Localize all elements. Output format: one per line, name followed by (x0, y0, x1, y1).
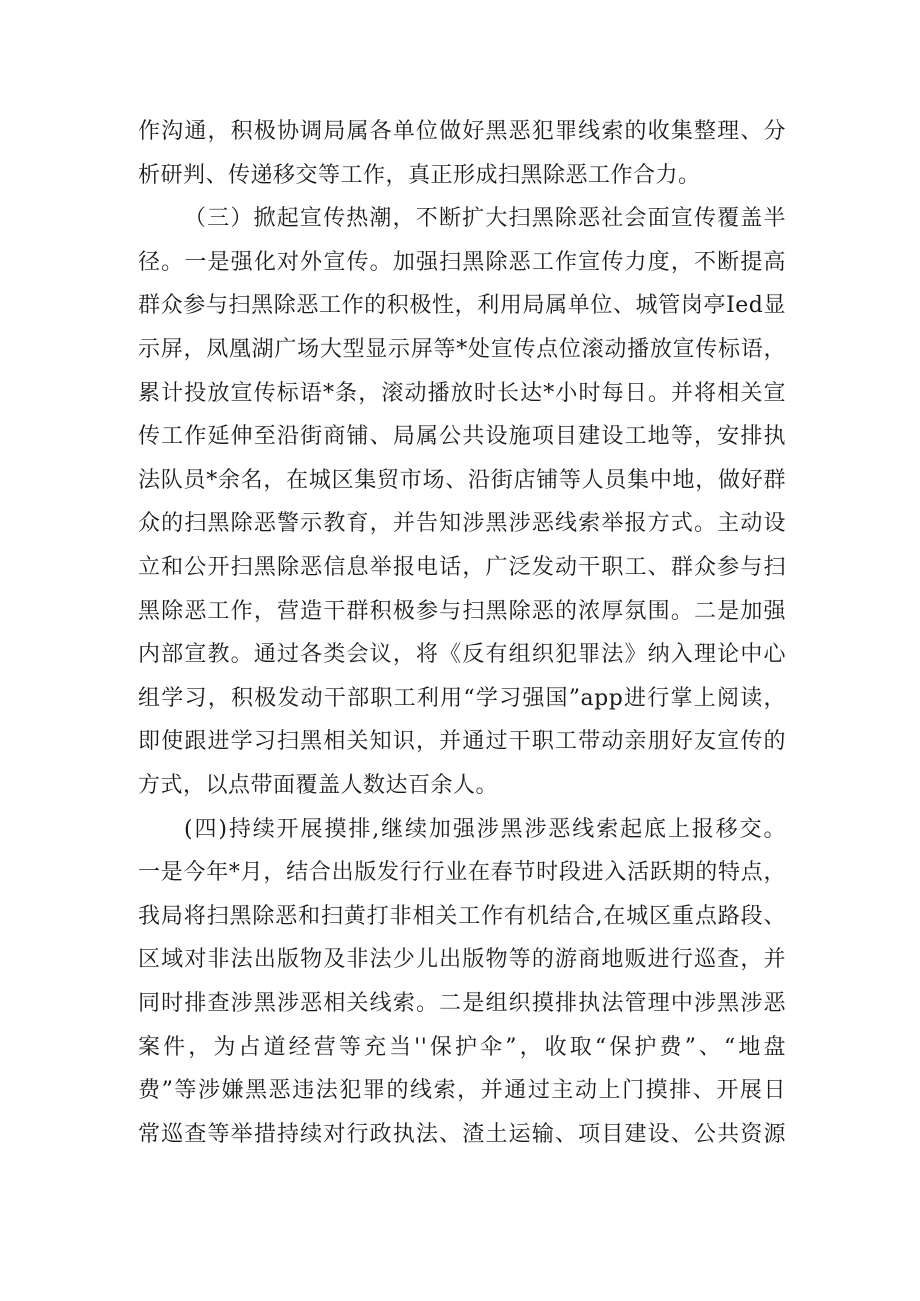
paragraph-line: 区域对非法出版物及非法少儿出版物等的游商地贩进行巡查，并 (138, 947, 786, 972)
paragraph-line: 示屏，凤凰湖广场大型显示屏等*处宣传点位滚动播放宣传标语， (138, 337, 786, 362)
paragraph-line: 内部宣教。通过各类会议，将《反有组织犯罪法》纳入理论中心 (138, 642, 786, 667)
paragraph-line: 组学习，积极发动干部职工利用“学习强国”app进行掌上阅读， (138, 686, 786, 711)
paragraph-line: 立和公开扫黑除恶信息举报电话，广泛发动干职工、群众参与扫 (138, 555, 786, 580)
section-heading-line: （三）掀起宣传热潮，不断扩大扫黑除恶社会面宣传覆盖半 (184, 206, 786, 231)
paragraph-line: 累计投放宣传标语*条，滚动播放时长达*小时每日。并将相关宣 (138, 381, 786, 406)
paragraph-line: 众的扫黑除恶警示教育，并告知涉黑涉恶线索举报方式。主动设 (138, 511, 786, 536)
paragraph-line: 同时排查涉黑涉恶相关线索。二是组织摸排执法管理中涉黑涉恶 (138, 991, 786, 1016)
paragraph-line: 传工作延伸至沿街商铺、局属公共设施项目建设工地等，安排执 (138, 424, 786, 449)
paragraph-line: 一是今年*月，结合出版发行行业在春节时段进入活跃期的特点， (138, 860, 786, 885)
paragraph-line: 费”等涉嫌黑恶违法犯罪的线索，并通过主动上门摸排、开展日 (138, 1078, 786, 1103)
paragraph-line: 方式，以点带面覆盖人数达百余人。 (138, 773, 499, 798)
paragraph-line: 群众参与扫黑除恶工作的积极性，利用局属单位、城管岗亭Ied显 (138, 293, 786, 318)
paragraph-line: 黑除恶工作，营造干群积极参与扫黑除恶的浓厚氛围。二是加强 (138, 599, 786, 624)
paragraph-line: 法队员*余名，在城区集贸市场、沿街店铺等人员集中地，做好群 (138, 468, 786, 493)
paragraph-line: 我局将扫黑除恶和扫黄打非相关工作有机结合,在城区重点路段、 (138, 904, 786, 929)
paragraph-line: 径。一是强化对外宣传。加强扫黑除恶工作宣传力度，不断提高 (138, 250, 786, 275)
paragraph-line: 案件，为占道经营等充当''保护伞”，收取“保护费”、“地盘 (138, 1035, 786, 1060)
paragraph-line: 即使跟进学习扫黑相关知识，并通过干职工带动亲朋好友宣传的 (138, 729, 786, 754)
section-heading-line: (四)持续开展摸排,继续加强涉黑涉恶线索起底上报移交。 (184, 817, 786, 842)
paragraph-line: 析研判、传递移交等工作，真正形成扫黑除恶工作合力。 (138, 163, 701, 188)
paragraph-line: 常巡查等举措持续对行政执法、渣土运输、项目建设、公共资源 (138, 1122, 786, 1147)
paragraph-line: 作沟通，积极协调局属各单位做好黑恶犯罪线索的收集整理、分 (138, 119, 786, 144)
